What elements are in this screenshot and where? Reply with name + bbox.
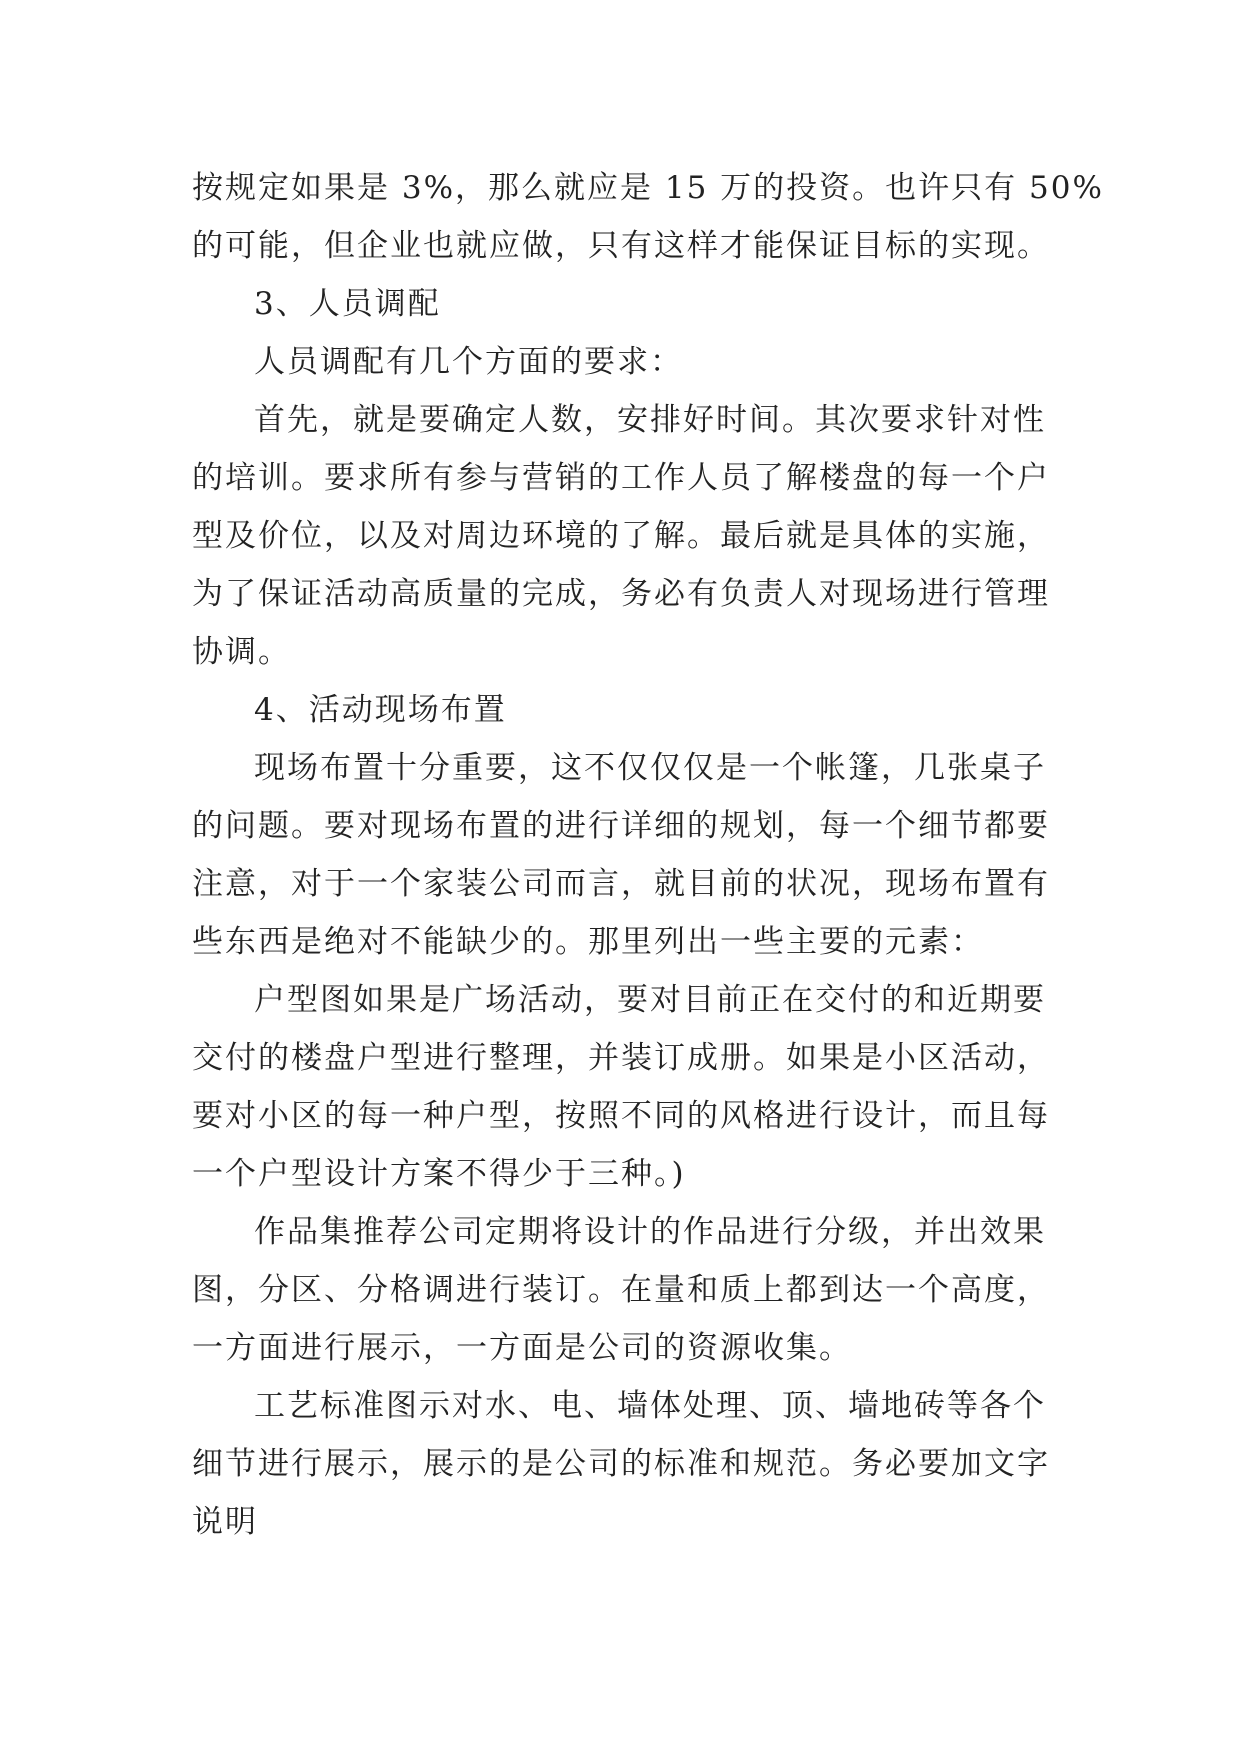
- text-line: 些东西是绝对不能缺少的。那里列出一些主要的元素：: [192, 924, 984, 960]
- text-line: 注意，对于一个家装公司而言，就目前的状况，现场布置有: [192, 866, 1050, 902]
- paragraph-start: 作品集推荐公司定期将设计的作品进行分级，并出效果: [254, 1214, 1046, 1250]
- paragraph-start: 现场布置十分重要，这不仅仅仅是一个帐篷，几张桌子: [254, 750, 1046, 786]
- text-line: 型及价位，以及对周边环境的了解。最后就是具体的实施，: [192, 518, 1050, 554]
- text-line: 的问题。要对现场布置的进行详细的规划，每一个细节都要: [192, 808, 1050, 844]
- text-line: 的可能，但企业也就应做，只有这样才能保证目标的实现。: [192, 228, 1050, 264]
- text-line: 一个户型设计方案不得少于三种。): [192, 1156, 686, 1192]
- text-line: 为了保证活动高质量的完成，务必有负责人对现场进行管理: [192, 576, 1050, 612]
- text-line: 协调。: [192, 634, 291, 670]
- section-heading: 3、人员调配: [254, 286, 441, 322]
- text-line: 的培训。要求所有参与营销的工作人员了解楼盘的每一个户: [192, 460, 1050, 496]
- text-line: 要对小区的每一种户型，按照不同的风格进行设计，而且每: [192, 1098, 1050, 1134]
- section-heading: 4、活动现场布置: [254, 692, 507, 728]
- document-body: [192, 159, 1104, 1551]
- paragraph-start: 首先，就是要确定人数，安排好时间。其次要求针对性: [254, 402, 1046, 438]
- paragraph-start: 工艺标准图示对水、电、墙体处理、顶、墙地砖等各个: [254, 1388, 1046, 1424]
- text-line: 按规定如果是 3%，那么就应是 15 万的投资。也许只有 50%: [192, 170, 1104, 206]
- text-line: 交付的楼盘户型进行整理，并装订成册。如果是小区活动，: [192, 1040, 1050, 1076]
- paragraph-start: 人员调配有几个方面的要求：: [254, 344, 683, 380]
- text-line: 一方面进行展示，一方面是公司的资源收集。: [192, 1330, 852, 1366]
- text-line: 说明: [192, 1504, 258, 1540]
- paragraph-start: 户型图如果是广场活动，要对目前正在交付的和近期要: [254, 982, 1046, 1018]
- text-line: 细节进行展示，展示的是公司的标准和规范。务必要加文字: [192, 1446, 1050, 1482]
- text-line: 图，分区、分格调进行装订。在量和质上都到达一个高度，: [192, 1272, 1050, 1308]
